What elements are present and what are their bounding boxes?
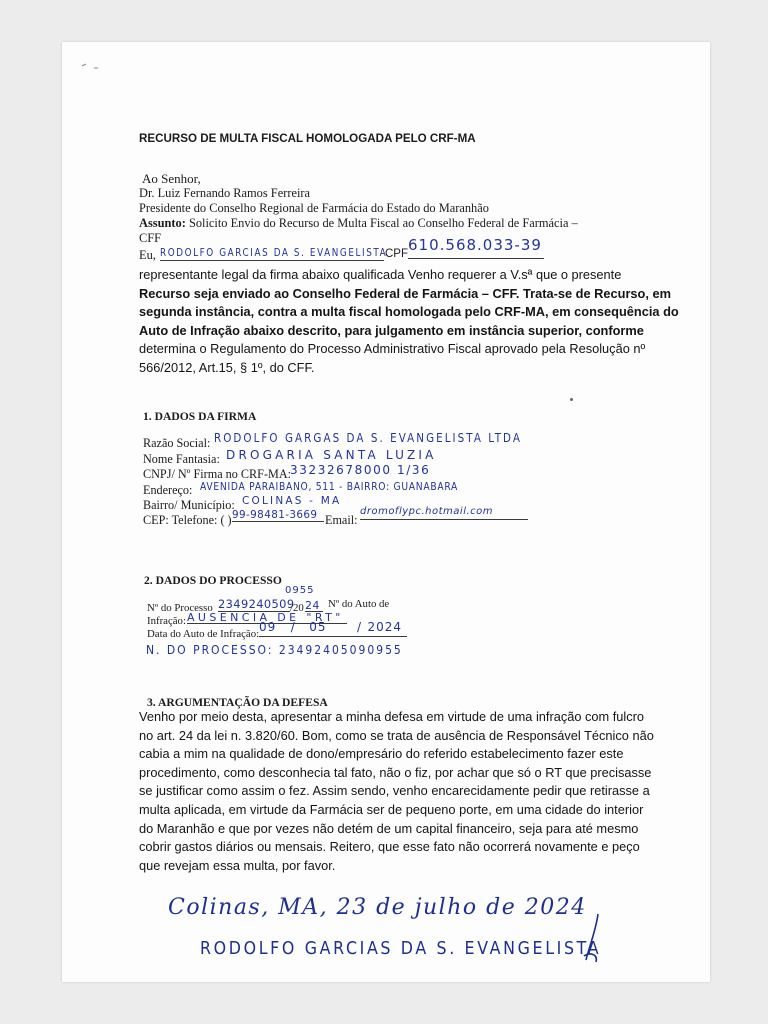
recipient-name: Dr. Luiz Fernando Ramos Ferreira [139, 186, 311, 200]
eu-name-line [160, 243, 388, 261]
cep-label: CEP: Telefone: ( ) [143, 513, 232, 527]
razao-value: RODOLFO GARGAS DA S. EVANGELISTA LTDA [214, 431, 523, 445]
signature-flourish [576, 910, 616, 970]
place-date-value: Colinas, MA, 23 de julho de 2024 [168, 895, 587, 920]
request-paragraph [139, 266, 679, 378]
defense-line: Venho por meio desta, apresentar a minha defesa em virtude de uma infração com fulcro [139, 709, 645, 724]
recipient-role: Presidente do Conselho Regional de Farmácia do Estado do Maranhão [139, 201, 489, 215]
year-value: 24 [305, 599, 320, 612]
subject-continuation: CFF [139, 231, 162, 245]
request-line: Recurso seja enviado ao Conselho Federal de Farmácia – CFF. Trata-se de Recurso, em [139, 285, 671, 301]
razao-label: Razão Social: [143, 436, 211, 450]
document-title: RECURSO DE MULTA FISCAL HOMOLOGADA PELO CRF-MA [139, 132, 476, 145]
defense-heading: 3. ARGUMENTAÇÃO DA DEFESA [147, 696, 328, 709]
email-field [360, 501, 528, 520]
request-line: determina o Regulamento do Processo Administrativo Fiscal aprovado pela Resolução nº [139, 341, 646, 357]
bairro-value: COLINAS - MA [242, 495, 342, 507]
cnpj-value: 33232678000 1/36 [290, 463, 431, 477]
place-date [168, 895, 587, 920]
email-value: dromoflypc.hotmail.com [360, 506, 494, 517]
auto-label: Nº do Auto de [328, 598, 390, 610]
cnpj-label: CNPJ/ Nº Firma no CRF-MA: [143, 467, 292, 481]
eu-label: Eu, [139, 248, 156, 262]
defense-line: multa aplicada, em virtude da Farmácia ser de pequeno porte, em uma cidade do interior [139, 801, 644, 817]
process-note-value: 0955 [285, 585, 315, 596]
data-sep: / [356, 620, 364, 634]
salutation: Ao Senhor, [142, 171, 201, 186]
defense-line: no art. 24 da lei n. 3.820/60. Bom, como se trata de ausência de Responsável Técnico não [139, 727, 654, 743]
signature-name: RODOLFO GARCIAS DA S. EVANGELISTA [200, 938, 602, 959]
request-line: 566/2012, Art.15, § 1º, do CFF. [139, 359, 315, 375]
data-day: 09 [259, 620, 277, 634]
data-month: 05 [309, 620, 327, 634]
email-label: Email: [325, 513, 358, 527]
request-line: segunda instância, contra a multa fiscal homologada pelo CRF-MA, em consequência do [139, 304, 679, 320]
defense-line: cabia a mim na qualidade de dono/empresário do referido estabelecimento fazer este [139, 746, 624, 762]
process-handwritten-value: N. DO PROCESSO: 23492405090955 [146, 643, 403, 657]
defense-line: se justificar como assim o fez. Assim sendo, venho encarecidamente pedir que retirasse a [139, 783, 650, 799]
phone-value: 99-98481-3669 [232, 509, 318, 521]
eu-name-value: RODOLFO GARCIAS DA S. EVANGELISTA [160, 246, 388, 259]
defense-line: do Maranhão e que por vezes não detém de um capital financeiro, seja para até mesmo [139, 820, 639, 836]
year-prefix: /20 [290, 602, 304, 614]
subject-text: Solicito Envio do Recurso de Multa Fiscal ao Conselho Federal de Farmácia – [188, 216, 578, 230]
cpf-label: CPF [385, 248, 408, 260]
subject-line [139, 216, 578, 231]
defense-line: cobrir gastos diários ou mensais. Reitero, que esse fato não ocorrerá novamente e peço [139, 839, 640, 855]
fantasia-label: Nome Fantasia: [143, 452, 220, 466]
defense-paragraph [139, 708, 654, 875]
defense-line: que revejam essa multa, por favor. [139, 857, 336, 873]
bairro-label: Bairro/ Município: [143, 498, 235, 512]
endereco-value: AVENIDA PARAIBANO, 511 - BAIRRO: GUANABARA [200, 482, 459, 493]
data-label: Data do Auto de Infração: [147, 628, 260, 640]
endereco-label: Endereço: [143, 483, 193, 497]
infracao-value: AUSENCIA DE "RT" [187, 611, 344, 624]
process-handwritten-line [146, 641, 431, 659]
phone-field [232, 505, 324, 522]
data-field [259, 618, 407, 637]
request-line: Auto de Infração abaixo descrito, para julgamento em instância superior, conforme [139, 322, 644, 338]
firm-heading: 1. DADOS DA FIRMA [143, 410, 257, 423]
cpf-line [408, 236, 544, 259]
data-sep: / [290, 620, 297, 634]
pen-mark [80, 60, 120, 72]
processo-label: Nº do Processo [147, 602, 213, 614]
stray-dot [570, 398, 573, 401]
fantasia-value: DROGARIA SANTA LUZIA [226, 448, 437, 462]
cpf-value: 610.568.033-39 [408, 236, 542, 254]
processo-value: 2349240509 [218, 597, 295, 611]
defense-line: procedimento, como desconhecia tal fato, não o fiz, por achar que só o RT que precisasse [139, 764, 652, 780]
data-year: 2024 [367, 620, 403, 634]
infracao-label: Infração: [147, 615, 186, 627]
request-line: representante legal da firma abaixo qualificada Venho requerer a V.sª que o presente [139, 267, 622, 282]
process-heading: 2. DADOS DO PROCESSO [144, 574, 282, 587]
subject-label: Assunto: [139, 216, 186, 230]
razao-field [214, 429, 572, 447]
